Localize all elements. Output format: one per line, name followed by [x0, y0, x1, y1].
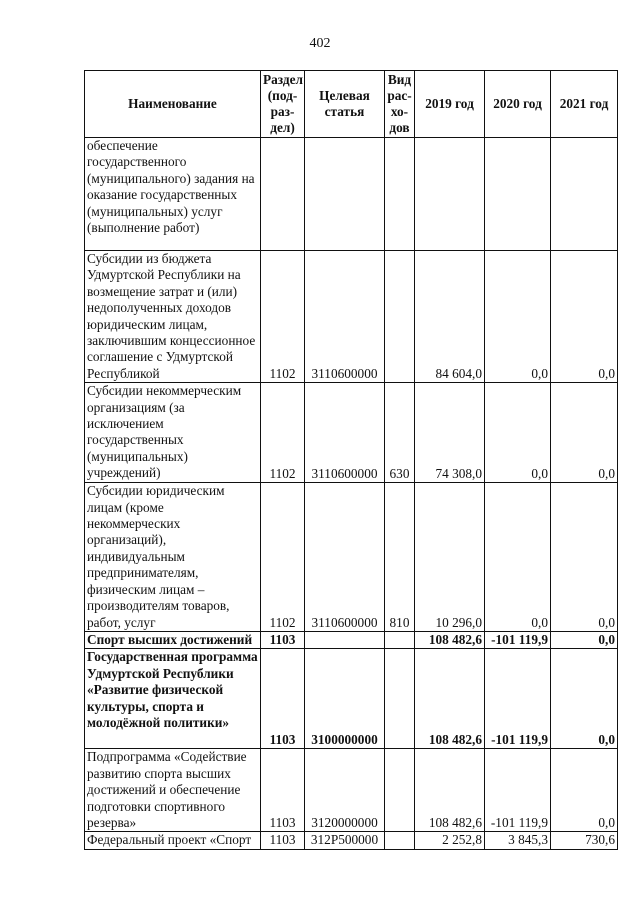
- row-vid: 810: [385, 483, 415, 632]
- row-razdel: 1103: [261, 832, 305, 849]
- row-2019: 10 296,0: [415, 483, 485, 632]
- row-name: Субсидии из бюджета Удмуртской Республики на возмещение затрат и (или) недополученных доходов юридическим лицам, заключившим концессионное соглашение с Удмуртской Республикой: [85, 251, 261, 383]
- row-2021: 0,0: [551, 631, 618, 648]
- row-2021: 0,0: [551, 749, 618, 832]
- row-name: Субсидии некоммерческим организациям (за исключением государственных (муниципальных) учреждений): [85, 383, 261, 483]
- row-vid: [385, 832, 415, 849]
- row-2021: 0,0: [551, 383, 618, 483]
- row-2020: -101 119,9: [485, 649, 551, 749]
- row-2019: 108 482,6: [415, 631, 485, 648]
- row-article: [305, 631, 385, 648]
- table-row: [85, 649, 618, 749]
- table-row: [85, 383, 618, 483]
- table-row: [85, 138, 618, 251]
- row-2020: -101 119,9: [485, 631, 551, 648]
- row-2019: 108 482,6: [415, 649, 485, 749]
- header-name: Наименование: [85, 71, 261, 138]
- row-2020: 0,0: [485, 251, 551, 383]
- row-2020: [485, 138, 551, 251]
- row-razdel: 1103: [261, 649, 305, 749]
- header-article: Целевая статья: [305, 71, 385, 138]
- row-vid: 630: [385, 383, 415, 483]
- row-2020: 0,0: [485, 483, 551, 632]
- row-vid: [385, 749, 415, 832]
- budget-table: [84, 70, 618, 850]
- row-2019: 84 604,0: [415, 251, 485, 383]
- row-2019: 2 252,8: [415, 832, 485, 849]
- row-name: Государственная программа Удмуртской Республики «Развитие физической культуры, спорта и молодёжной политики»: [85, 649, 261, 749]
- row-2021: [551, 138, 618, 251]
- row-2021: 0,0: [551, 251, 618, 383]
- row-2019: 74 308,0: [415, 383, 485, 483]
- row-razdel: 1102: [261, 251, 305, 383]
- row-2020: -101 119,9: [485, 749, 551, 832]
- row-vid: [385, 649, 415, 749]
- row-2019: 108 482,6: [415, 749, 485, 832]
- header-2019: 2019 год: [415, 71, 485, 138]
- table-header-row: [85, 71, 618, 138]
- row-name: Субсидии юридическим лицам (кроме некоммерческих организаций), индивидуальным предпринимателям, физическим лицам – производителям товаров, работ, услуг: [85, 483, 261, 632]
- row-name: Подпрограмма «Содействие развитию спорта высших достижений и обеспечение подготовки спортивного резерва»: [85, 749, 261, 832]
- row-article: [305, 138, 385, 251]
- row-article: 3110600000: [305, 251, 385, 383]
- table-row: [85, 749, 618, 832]
- table-row: [85, 483, 618, 632]
- row-2020: 0,0: [485, 383, 551, 483]
- row-razdel: 1102: [261, 383, 305, 483]
- table-row: [85, 251, 618, 383]
- row-vid: [385, 251, 415, 383]
- row-2020: 3 845,3: [485, 832, 551, 849]
- row-2021: 0,0: [551, 483, 618, 632]
- row-article: 312P500000: [305, 832, 385, 849]
- row-article: 3110600000: [305, 483, 385, 632]
- row-article: 3110600000: [305, 383, 385, 483]
- row-article: 3120000000: [305, 749, 385, 832]
- row-vid: [385, 138, 415, 251]
- header-2021: 2021 год: [551, 71, 618, 138]
- row-2021: 0,0: [551, 649, 618, 749]
- header-2020: 2020 год: [485, 71, 551, 138]
- row-2019: [415, 138, 485, 251]
- table-row: [85, 832, 618, 849]
- row-2021: 730,6: [551, 832, 618, 849]
- row-razdel: 1103: [261, 631, 305, 648]
- row-article: 3100000000: [305, 649, 385, 749]
- row-razdel: [261, 138, 305, 251]
- row-vid: [385, 631, 415, 648]
- header-razdel: Раздел (под-раз-дел): [261, 71, 305, 138]
- table-row: [85, 631, 618, 648]
- row-name: Федеральный проект «Спорт: [85, 832, 261, 849]
- row-name: Спорт высших достижений: [85, 631, 261, 648]
- header-vid: Вид рас-хо-дов: [385, 71, 415, 138]
- page-number: 402: [309, 36, 331, 51]
- row-razdel: 1103: [261, 749, 305, 832]
- row-razdel: 1102: [261, 483, 305, 632]
- row-name: обеспечение государственного (муниципального) задания на оказание государственных (муниципальных) услуг (выполнение работ): [85, 138, 261, 251]
